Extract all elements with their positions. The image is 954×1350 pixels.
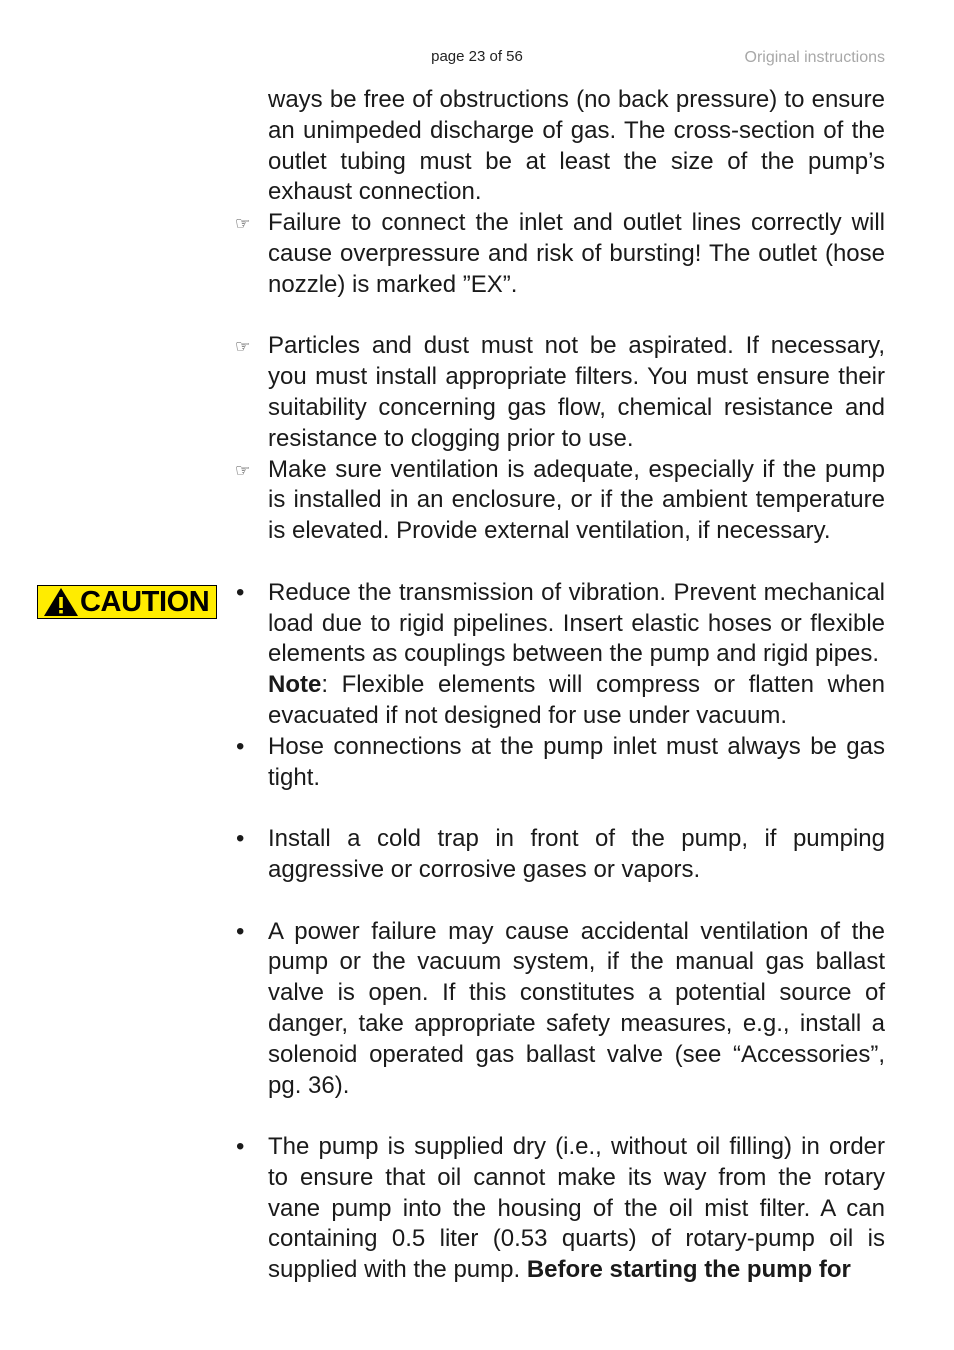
spacer — [268, 1101, 885, 1132]
bullet-list-item — [236, 1132, 885, 1286]
bullet-text: Install a cold trap in front of the pump, if pumping aggressive or corrosive gases or vapors. — [268, 825, 885, 883]
bullet-text: The pump is supplied dry (i.e., without oil filling) in order to ensure that oil cannot make its way from the rotary vane pump into the housing of the oil mist filter. A can containing 0.5 liter (0.53 quarts) of rotary-pump oil is supplied with the pump. — [268, 1133, 885, 1284]
caution-badge — [37, 585, 217, 619]
note-label: Note — [268, 671, 322, 699]
pointing-hand-icon: ☞ — [235, 337, 251, 358]
bullet-list-item — [236, 732, 885, 794]
document-label: Original instructions — [744, 49, 885, 66]
intro-paragraph: ways be free of obstructions (no back pressure) to ensure an unimpeded discharge of gas. The cross-section of the outlet tubing must be at least the size of the pump’s exhaust connection. — [268, 86, 885, 206]
pointing-hand-icon: ☞ — [235, 460, 251, 481]
caution-label: CAUTION — [80, 585, 210, 618]
spacer — [268, 301, 885, 332]
hand-list-item — [235, 208, 885, 300]
spacer — [268, 547, 885, 578]
bullet-marker: • — [236, 1133, 245, 1161]
hand-list-item — [235, 455, 885, 547]
bullet-list-item — [236, 578, 885, 670]
bullet-marker: • — [236, 732, 245, 760]
pointing-hand-icon: ☞ — [235, 214, 251, 235]
bullet-marker: • — [236, 578, 245, 606]
bullet-text: Hose connections at the pump inlet must always be gas tight. — [268, 732, 885, 791]
spacer — [268, 886, 885, 917]
bullet-list-item — [236, 917, 885, 1102]
bullet-list-item — [236, 824, 885, 886]
hand-item-text: Make sure ventilation is adequate, especially if the pump is installed in an enclosure, or if the ambient temperature is elevated. Provide external ventilation, if necessary. — [268, 455, 885, 545]
note-text: : Flexible elements will compress or flatten when evacuated if not designed for use under vacuum. — [268, 671, 885, 729]
bullet-marker: • — [236, 825, 245, 853]
note-paragraph — [268, 670, 885, 732]
bullet-text: A power failure may cause accidental ventilation of the pump or the vacuum system, if the manual gas ballast valve is open. If this constitutes a potential source of danger, take appropriate safety measures, e.g., install a solenoid operated gas ballast valve (see “Accessories”, pg. 36). — [268, 917, 885, 1099]
hand-item-text: Failure to connect the inlet and outlet lines correctly will cause overpressure and risk of bursting! The outlet (hose nozzle) is marked ”EX”. — [268, 209, 885, 298]
warning-triangle-icon — [43, 587, 79, 617]
bullet-marker: • — [236, 917, 245, 945]
hand-item-text: Particles and dust must not be aspirated. If necessary, you must install appropriate filters. You must ensure their suitability concerning gas flow, chemical resistance and resistance to clogging prior to use. — [268, 332, 885, 452]
instructions-body — [235, 85, 885, 1286]
page-number: page 23 of 56 — [431, 48, 523, 65]
spacer — [268, 793, 885, 824]
hand-list-item — [235, 331, 885, 454]
bullet-bold-text: Before starting the pump for — [526, 1256, 851, 1284]
bullet-text: Reduce the transmission of vibration. Prevent mechanical load due to rigid pipelines. Insert elastic hoses or flexible elements as couplings between the pump and rigid pipes. — [268, 578, 885, 668]
